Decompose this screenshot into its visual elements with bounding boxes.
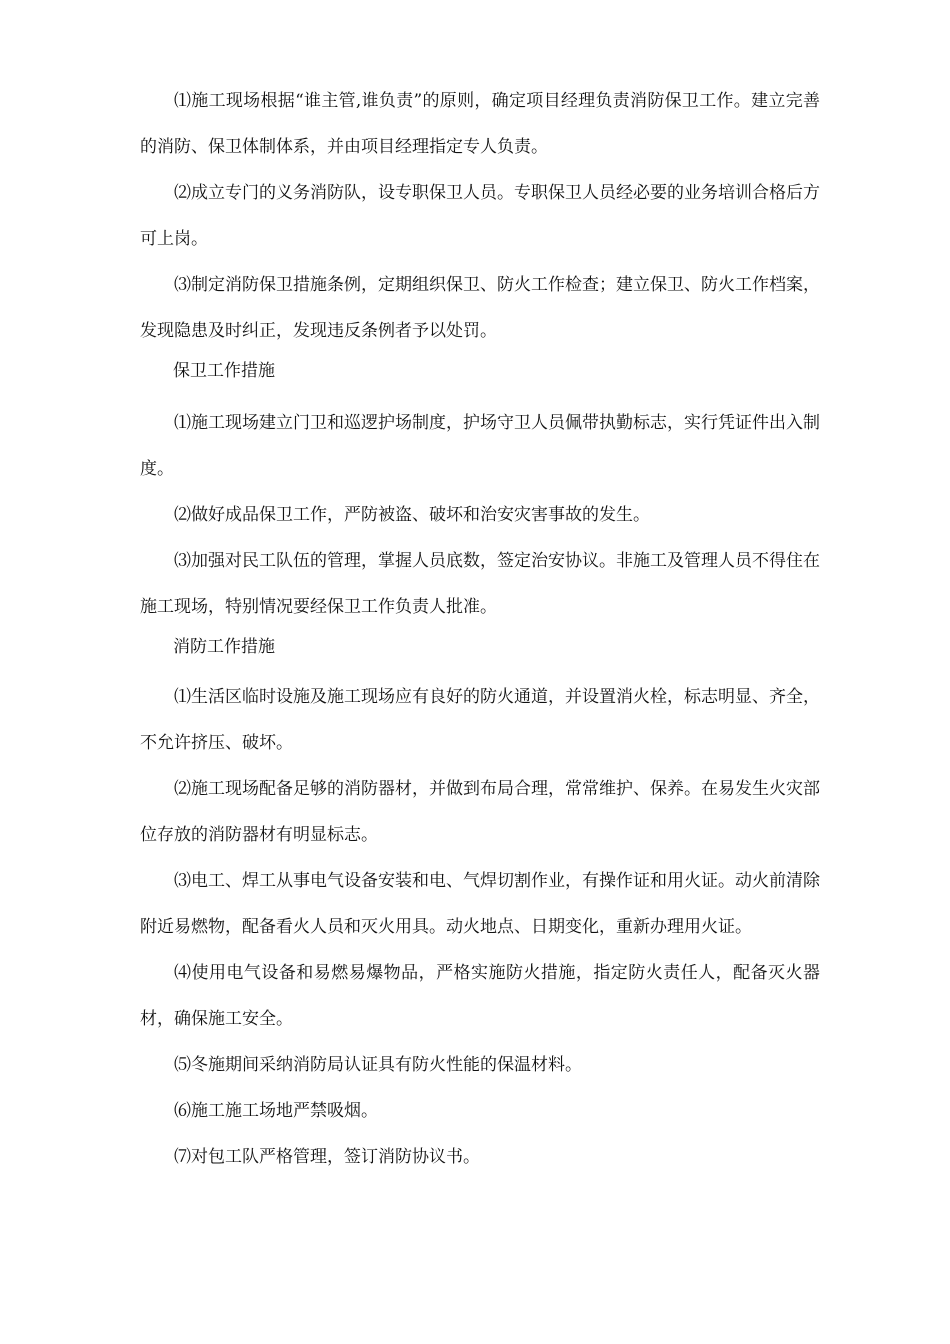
paragraph-3: ⑶制定消防保卫措施条例，定期组织保卫、防火工作检查；建立保卫、防火工作档案，发现隐患及时纠正，发现违反条例者予以处罚。	[140, 275, 820, 341]
fire-item-2: ⑵施工现场配备足够的消防器材，并做到布局合理，常常维护、保养。在易发生火灾部位存放的消防器材有明显标志。	[140, 779, 820, 845]
security-item-3: ⑶加强对民工队伍的管理，掌握人员底数，签定治安协议。非施工及管理人员不得住在施工现场，特别情况要经保卫工作负责人批准。	[140, 551, 820, 617]
security-heading: 保卫工作措施	[173, 361, 275, 381]
paragraph-2: ⑵成立专门的义务消防队，设专职保卫人员。专职保卫人员经必要的业务培训合格后方可上岗。	[140, 183, 820, 249]
security-section	[140, 400, 820, 630]
responsibility-section	[140, 78, 820, 354]
security-item-1: ⑴施工现场建立门卫和巡逻护场制度，护场守卫人员佩带执勤标志，实行凭证件出入制度。	[140, 413, 820, 479]
fire-item-7: ⑺对包工队严格管理，签订消防协议书。	[174, 1147, 480, 1167]
fire-section	[140, 674, 820, 1180]
fire-heading: 消防工作措施	[173, 637, 275, 657]
fire-item-3: ⑶电工、焊工从事电气设备安装和电、气焊切割作业，有操作证和用火证。动火前清除附近易燃物，配备看火人员和灭火用具。动火地点、日期变化，重新办理用火证。	[140, 871, 820, 937]
security-item-2: ⑵做好成品保卫工作，严防被盗、破坏和治安灾害事故的发生。	[174, 505, 650, 525]
fire-item-6: ⑹施工施工场地严禁吸烟。	[174, 1101, 378, 1121]
fire-item-4: ⑷使用电气设备和易燃易爆物品，严格实施防火措施，指定防火责任人，配备灭火器材，确保施工安全。	[140, 963, 820, 1029]
fire-item-1: ⑴生活区临时设施及施工现场应有良好的防火通道，并设置消火栓，标志明显、齐全，不允许挤压、破坏。	[140, 687, 820, 753]
fire-item-5: ⑸冬施期间采纳消防局认证具有防火性能的保温材料。	[174, 1055, 582, 1075]
paragraph-1: ⑴施工现场根据“谁主管,谁负责”的原则，确定项目经理负责消防保卫工作。建立完善的消防、保卫体制体系，并由项目经理指定专人负责。	[140, 91, 820, 157]
